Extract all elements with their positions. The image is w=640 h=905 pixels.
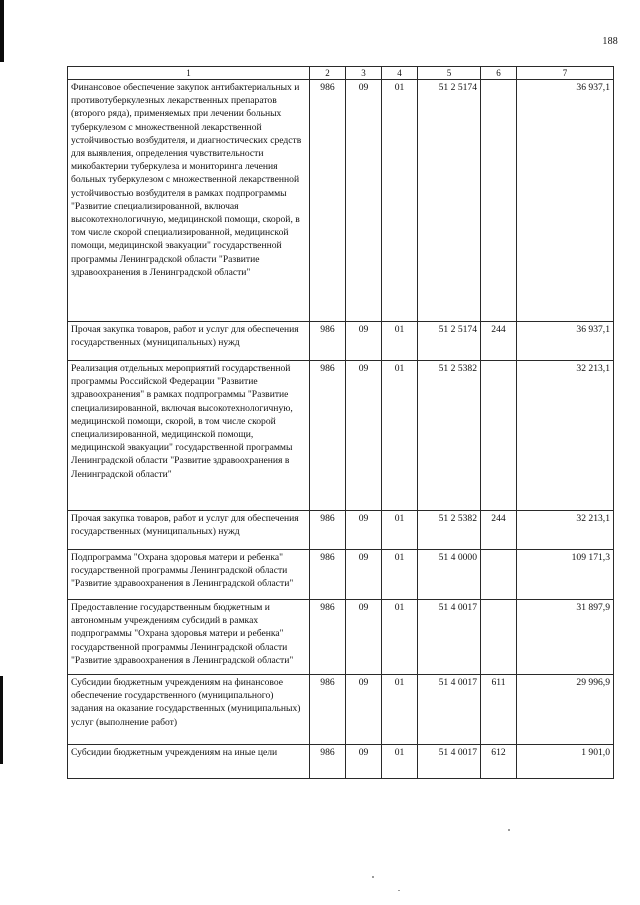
cell-vr: 244 [481,511,517,550]
cell-vr [481,550,517,600]
table-row [68,322,614,361]
table-row [68,361,614,511]
cell-csr: 51 2 5382 [418,361,481,511]
cell-grbs: 986 [310,80,346,322]
scan-speck [508,829,510,831]
cell-amount: 32 213,1 [517,511,614,550]
table-body [68,80,614,779]
cell-rz: 09 [346,600,382,675]
cell-name: Подпрограмма "Охрана здоровья матери и ребенка" государственной программы Ленинградской области "Развитие здравоохранения в Ленинградской области" [68,550,310,600]
column-header-rz: 3 [346,67,382,80]
cell-name: Субсидии бюджетным учреждениям на финансовое обеспечение государственного (муниципального) задания на оказание государственных (муниципальных) услуг (выполнение работ) [68,675,310,745]
column-header-csr: 5 [418,67,481,80]
cell-rz: 09 [346,322,382,361]
cell-amount: 36 937,1 [517,80,614,322]
scan-speck [398,890,400,891]
cell-vr: 244 [481,322,517,361]
cell-pr: 01 [382,511,418,550]
column-header-amount: 7 [517,67,614,80]
cell-vr: 611 [481,675,517,745]
scan-edge-mark-bottom [0,676,3,764]
cell-vr [481,80,517,322]
cell-pr: 01 [382,361,418,511]
cell-rz: 09 [346,511,382,550]
cell-rz: 09 [346,675,382,745]
page-number: 188 [602,36,618,47]
table-row [68,80,614,322]
table-row [68,675,614,745]
cell-pr: 01 [382,600,418,675]
column-header-pr: 4 [382,67,418,80]
cell-amount: 36 937,1 [517,322,614,361]
cell-pr: 01 [382,675,418,745]
cell-amount: 31 897,9 [517,600,614,675]
cell-pr: 01 [382,80,418,322]
cell-grbs: 986 [310,322,346,361]
cell-csr: 51 2 5174 [418,322,481,361]
cell-grbs: 986 [310,600,346,675]
cell-grbs: 986 [310,511,346,550]
budget-table [67,66,614,779]
cell-csr: 51 4 0017 [418,600,481,675]
cell-vr: 612 [481,745,517,779]
cell-grbs: 986 [310,550,346,600]
cell-pr: 01 [382,745,418,779]
cell-vr [481,600,517,675]
table-row [68,745,614,779]
scan-edge-mark-top [0,0,4,62]
cell-name: Предоставление государственным бюджетным и автономным учреждениям субсидий в рамках подпрограммы "Охрана здоровья матери и ребенка" государственной программы Ленинградской области "Развитие здравоохранения в Ленинградской области" [68,600,310,675]
cell-csr: 51 2 5382 [418,511,481,550]
column-header-vr: 6 [481,67,517,80]
cell-rz: 09 [346,550,382,600]
column-header-name: 1 [68,67,310,80]
cell-rz: 09 [346,361,382,511]
cell-name: Финансовое обеспечение закупок антибактериальных и противотуберкулезных лекарственных препаратов (второго ряда), применяемых при лечении больных туберкулезом с множественной лекарственной устойчивостью возбудителя, и диагностических средств для выявления, определения чувствительности микобактерии туберкулеза и мониторинга лечения больных туберкулезом с множественной лекарственной устойчивостью возбудителя в рамках подпрограммы "Развитие специализированной, включая высокотехнологичную, медицинской помощи, скорой, в том числе скорой специализированной, медицинской помощи, медицинской эвакуации" государственной программы Ленинградской области "Развитие здравоохранения в Ленинградской области" [68,80,310,322]
cell-grbs: 986 [310,675,346,745]
cell-pr: 01 [382,322,418,361]
cell-amount: 29 996,9 [517,675,614,745]
cell-amount: 109 171,3 [517,550,614,600]
cell-csr: 51 4 0017 [418,745,481,779]
cell-pr: 01 [382,550,418,600]
column-header-grbs: 2 [310,67,346,80]
table-row [68,550,614,600]
cell-name: Прочая закупка товаров, работ и услуг для обеспечения государственных (муниципальных) нужд [68,511,310,550]
cell-name: Прочая закупка товаров, работ и услуг для обеспечения государственных (муниципальных) нужд [68,322,310,361]
table-row [68,600,614,675]
cell-rz: 09 [346,745,382,779]
cell-amount: 1 901,0 [517,745,614,779]
cell-csr: 51 4 0017 [418,675,481,745]
cell-grbs: 986 [310,745,346,779]
cell-name: Субсидии бюджетным учреждениям на иные цели [68,745,310,779]
table-header-row [68,67,614,80]
cell-vr [481,361,517,511]
cell-amount: 32 213,1 [517,361,614,511]
scan-speck [372,876,374,878]
cell-csr: 51 2 5174 [418,80,481,322]
cell-csr: 51 4 0000 [418,550,481,600]
cell-grbs: 986 [310,361,346,511]
table-row [68,511,614,550]
cell-rz: 09 [346,80,382,322]
cell-name: Реализация отдельных мероприятий государственной программы Российской Федерации "Развитие здравоохранения" в рамках подпрограммы "Развитие специализированной, включая высокотехнологичную, медицинской помощи, скорой, в том числе скорой специализированной, медицинской помощи, медицинской эвакуации" государственной программы Ленинградской области "Развитие здравоохранения в Ленинградской области" [68,361,310,511]
